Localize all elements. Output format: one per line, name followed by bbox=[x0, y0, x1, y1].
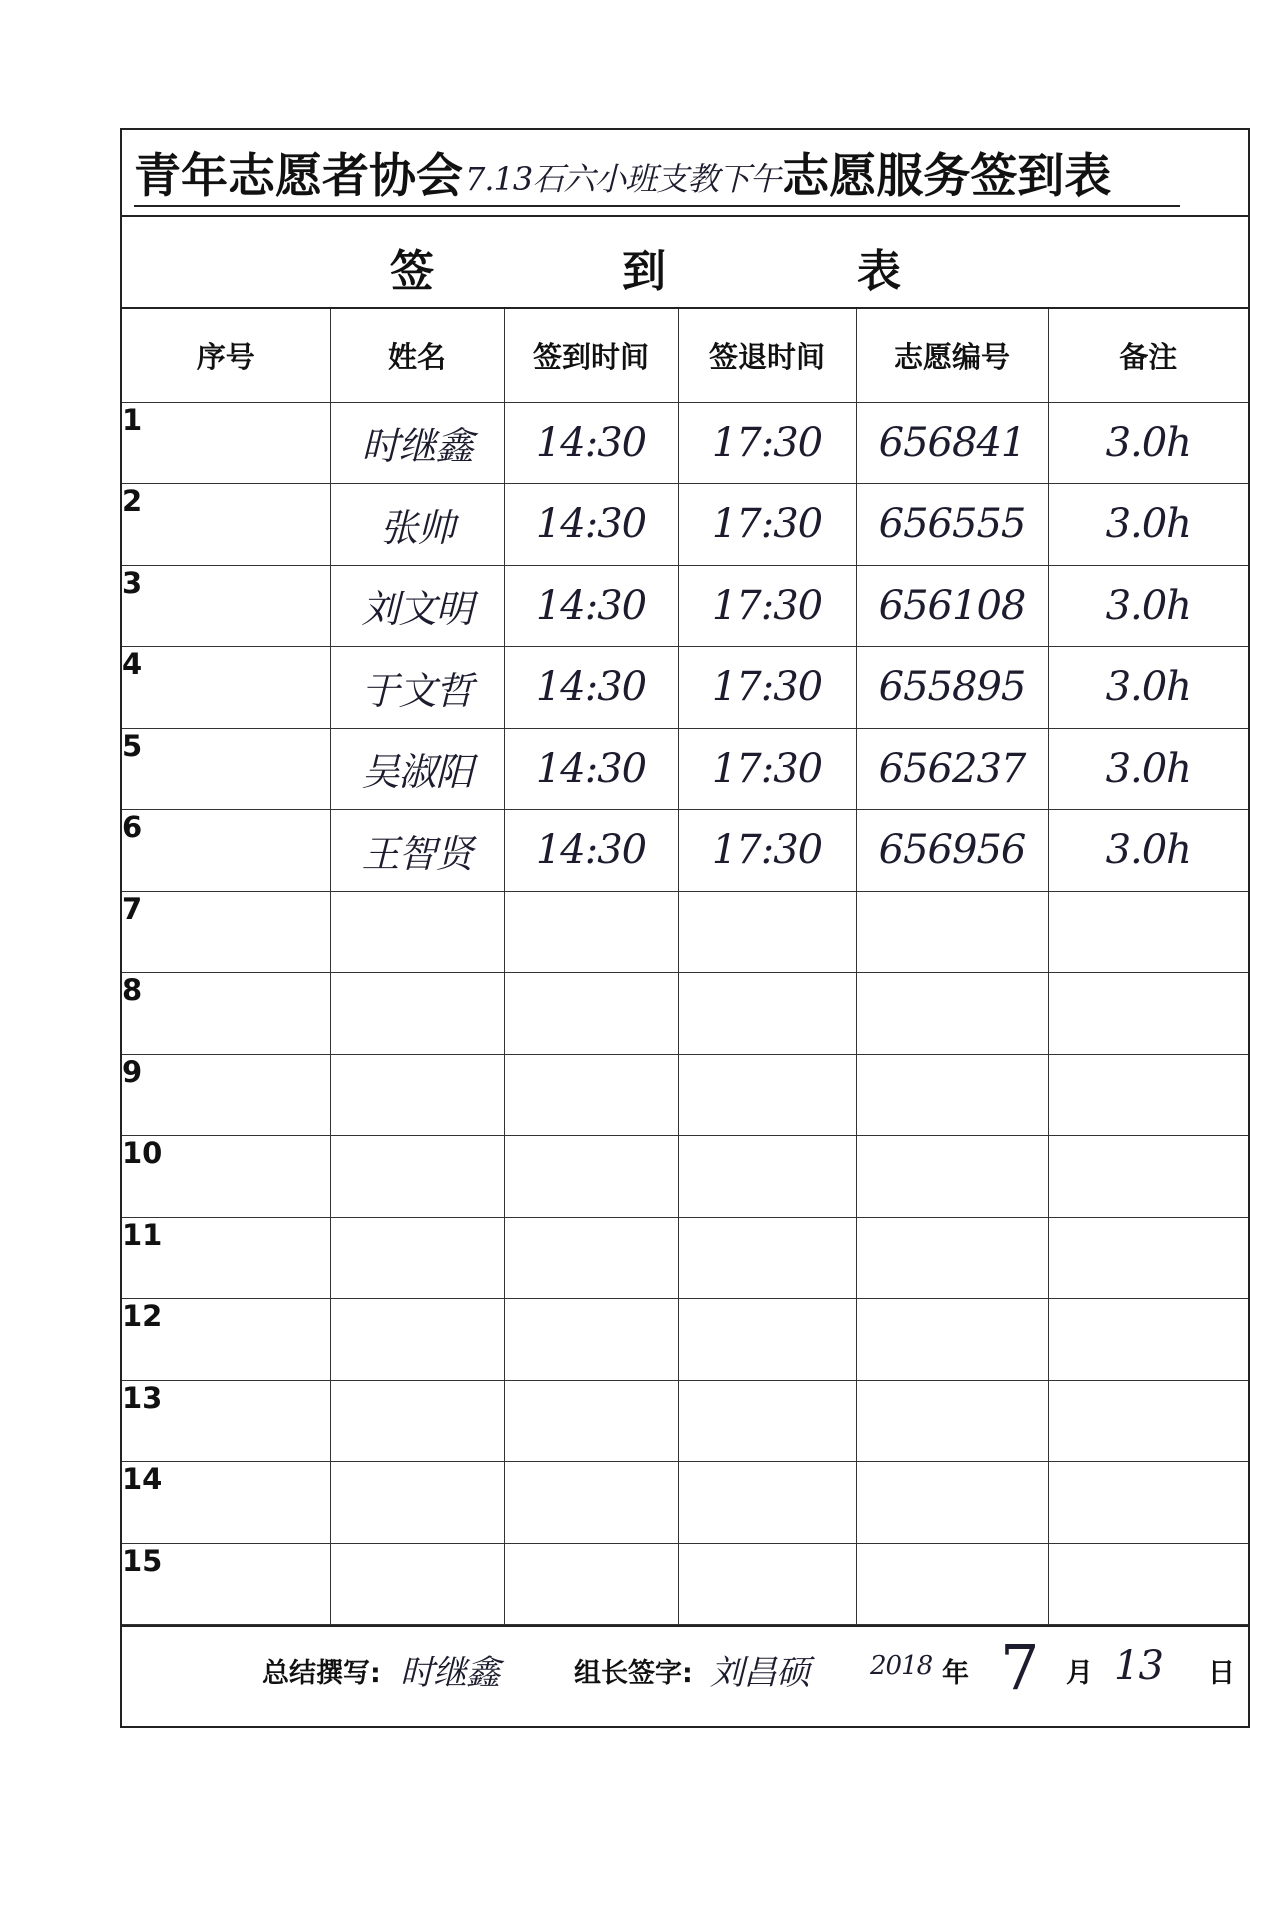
footer bbox=[122, 1625, 1248, 1711]
cell-checkout-time bbox=[678, 1543, 856, 1625]
cell-name bbox=[330, 1299, 504, 1381]
cell-name bbox=[330, 1217, 504, 1299]
cell-name: 张帅 bbox=[330, 484, 504, 566]
table-row bbox=[122, 402, 1248, 484]
cell-name: 王智贤 bbox=[330, 810, 504, 892]
leader-label: 组长签字: bbox=[574, 1658, 693, 1689]
banner bbox=[122, 217, 1248, 309]
cell-no: 4 bbox=[122, 647, 330, 729]
cell-name: 刘文明 bbox=[330, 565, 504, 647]
table-row bbox=[122, 1217, 1248, 1299]
cell-checkout-time bbox=[678, 891, 856, 973]
cell-checkin-time: 14:30 bbox=[504, 810, 678, 892]
cell-note bbox=[1048, 1054, 1248, 1136]
col-header-name: 姓名 bbox=[330, 309, 504, 402]
cell-checkout-time: 17:30 bbox=[678, 647, 856, 729]
cell-name: 吴淑阳 bbox=[330, 728, 504, 810]
summary-label: 总结撰写: bbox=[262, 1658, 381, 1689]
table-row bbox=[122, 1462, 1248, 1544]
cell-name bbox=[330, 1136, 504, 1218]
cell-no: 9 bbox=[122, 1054, 330, 1136]
cell-note bbox=[1048, 1217, 1248, 1299]
cell-checkout-time bbox=[678, 1462, 856, 1544]
col-header-checkin: 签到时间 bbox=[504, 309, 678, 402]
sheet-title bbox=[122, 130, 1248, 217]
cell-volunteer-id bbox=[856, 973, 1048, 1055]
cell-checkout-time bbox=[678, 1136, 856, 1218]
day-value: 13 bbox=[1114, 1643, 1163, 1689]
table-row bbox=[122, 891, 1248, 973]
table-row bbox=[122, 1299, 1248, 1381]
cell-checkin-time: 14:30 bbox=[504, 647, 678, 729]
cell-no: 14 bbox=[122, 1462, 330, 1544]
cell-checkout-time bbox=[678, 1299, 856, 1381]
title-prefix: 青年志愿者协会 bbox=[134, 149, 463, 204]
month-value: 7 bbox=[1000, 1631, 1039, 1704]
cell-no: 15 bbox=[122, 1543, 330, 1625]
cell-checkin-time bbox=[504, 1380, 678, 1462]
col-header-volunteer-id: 志愿编号 bbox=[856, 309, 1048, 402]
table-row bbox=[122, 810, 1248, 892]
year-label: 年 bbox=[942, 1658, 969, 1689]
cell-volunteer-id bbox=[856, 1299, 1048, 1381]
title-handwritten-event: 7.13石六小班支教下午 bbox=[465, 159, 781, 198]
month-label: 月 bbox=[1066, 1658, 1093, 1689]
table-row bbox=[122, 484, 1248, 566]
cell-name bbox=[330, 1543, 504, 1625]
cell-checkout-time bbox=[678, 1054, 856, 1136]
col-header-no: 序号 bbox=[122, 309, 330, 402]
cell-note: 3.0h bbox=[1048, 484, 1248, 566]
table-row bbox=[122, 1543, 1248, 1625]
cell-name bbox=[330, 891, 504, 973]
cell-checkout-time: 17:30 bbox=[678, 402, 856, 484]
cell-volunteer-id bbox=[856, 1380, 1048, 1462]
cell-note: 3.0h bbox=[1048, 565, 1248, 647]
cell-checkout-time bbox=[678, 1380, 856, 1462]
cell-checkout-time: 17:30 bbox=[678, 565, 856, 647]
cell-no: 2 bbox=[122, 484, 330, 566]
cell-no: 7 bbox=[122, 891, 330, 973]
cell-note bbox=[1048, 1299, 1248, 1381]
cell-volunteer-id bbox=[856, 1543, 1048, 1625]
cell-note: 3.0h bbox=[1048, 402, 1248, 484]
leader-signature: 刘昌硕 bbox=[710, 1653, 809, 1693]
table-row bbox=[122, 1136, 1248, 1218]
cell-note bbox=[1048, 1462, 1248, 1544]
table-row bbox=[122, 647, 1248, 729]
table-row bbox=[122, 1054, 1248, 1136]
cell-name bbox=[330, 1054, 504, 1136]
cell-volunteer-id: 655895 bbox=[856, 647, 1048, 729]
cell-note bbox=[1048, 891, 1248, 973]
cell-volunteer-id bbox=[856, 1462, 1048, 1544]
cell-checkin-time: 14:30 bbox=[504, 484, 678, 566]
cell-checkin-time: 14:30 bbox=[504, 565, 678, 647]
cell-name: 时继鑫 bbox=[330, 402, 504, 484]
cell-volunteer-id bbox=[856, 1054, 1048, 1136]
title-suffix: 志愿服务签到表 bbox=[782, 149, 1112, 204]
cell-volunteer-id: 656956 bbox=[856, 810, 1048, 892]
cell-checkin-time: 14:30 bbox=[504, 402, 678, 484]
cell-checkout-time: 17:30 bbox=[678, 728, 856, 810]
cell-checkin-time: 14:30 bbox=[504, 728, 678, 810]
cell-volunteer-id bbox=[856, 891, 1048, 973]
cell-note bbox=[1048, 1136, 1248, 1218]
cell-checkout-time bbox=[678, 973, 856, 1055]
cell-volunteer-id: 656237 bbox=[856, 728, 1048, 810]
cell-no: 11 bbox=[122, 1217, 330, 1299]
cell-no: 6 bbox=[122, 810, 330, 892]
cell-volunteer-id: 656841 bbox=[856, 402, 1048, 484]
cell-note: 3.0h bbox=[1048, 810, 1248, 892]
year-value: 2018 bbox=[870, 1651, 933, 1681]
cell-checkout-time: 17:30 bbox=[678, 810, 856, 892]
banner-char-3: 表 bbox=[857, 246, 901, 297]
cell-checkin-time bbox=[504, 891, 678, 973]
cell-checkin-time bbox=[504, 1543, 678, 1625]
cell-checkin-time bbox=[504, 1136, 678, 1218]
cell-name bbox=[330, 1462, 504, 1544]
cell-checkout-time: 17:30 bbox=[678, 484, 856, 566]
cell-volunteer-id: 656108 bbox=[856, 565, 1048, 647]
header-row bbox=[122, 309, 1248, 402]
cell-volunteer-id bbox=[856, 1217, 1048, 1299]
cell-no: 12 bbox=[122, 1299, 330, 1381]
table-row bbox=[122, 728, 1248, 810]
cell-no: 13 bbox=[122, 1380, 330, 1462]
cell-checkin-time bbox=[504, 1217, 678, 1299]
col-header-checkout: 签退时间 bbox=[678, 309, 856, 402]
cell-checkin-time bbox=[504, 973, 678, 1055]
cell-no: 1 bbox=[122, 402, 330, 484]
table-row bbox=[122, 565, 1248, 647]
cell-note bbox=[1048, 973, 1248, 1055]
cell-note bbox=[1048, 1380, 1248, 1462]
sign-in-table bbox=[122, 309, 1248, 1625]
cell-volunteer-id: 656555 bbox=[856, 484, 1048, 566]
cell-note: 3.0h bbox=[1048, 647, 1248, 729]
cell-no: 3 bbox=[122, 565, 330, 647]
cell-note bbox=[1048, 1543, 1248, 1625]
cell-name bbox=[330, 973, 504, 1055]
table-row bbox=[122, 973, 1248, 1055]
table-row bbox=[122, 1380, 1248, 1462]
cell-name: 于文哲 bbox=[330, 647, 504, 729]
day-label: 日 bbox=[1208, 1658, 1235, 1689]
cell-no: 10 bbox=[122, 1136, 330, 1218]
cell-note: 3.0h bbox=[1048, 728, 1248, 810]
cell-checkout-time bbox=[678, 1217, 856, 1299]
cell-no: 8 bbox=[122, 973, 330, 1055]
col-header-note: 备注 bbox=[1048, 309, 1248, 402]
banner-char-2: 到 bbox=[622, 246, 666, 297]
banner-char-1: 签 bbox=[390, 246, 434, 297]
cell-volunteer-id bbox=[856, 1136, 1048, 1218]
cell-checkin-time bbox=[504, 1299, 678, 1381]
cell-name bbox=[330, 1380, 504, 1462]
cell-no: 5 bbox=[122, 728, 330, 810]
cell-checkin-time bbox=[504, 1054, 678, 1136]
sign-in-sheet bbox=[120, 128, 1250, 1728]
title-underline bbox=[134, 205, 1180, 207]
cell-checkin-time bbox=[504, 1462, 678, 1544]
summary-writer-signature: 时继鑫 bbox=[400, 1653, 499, 1693]
